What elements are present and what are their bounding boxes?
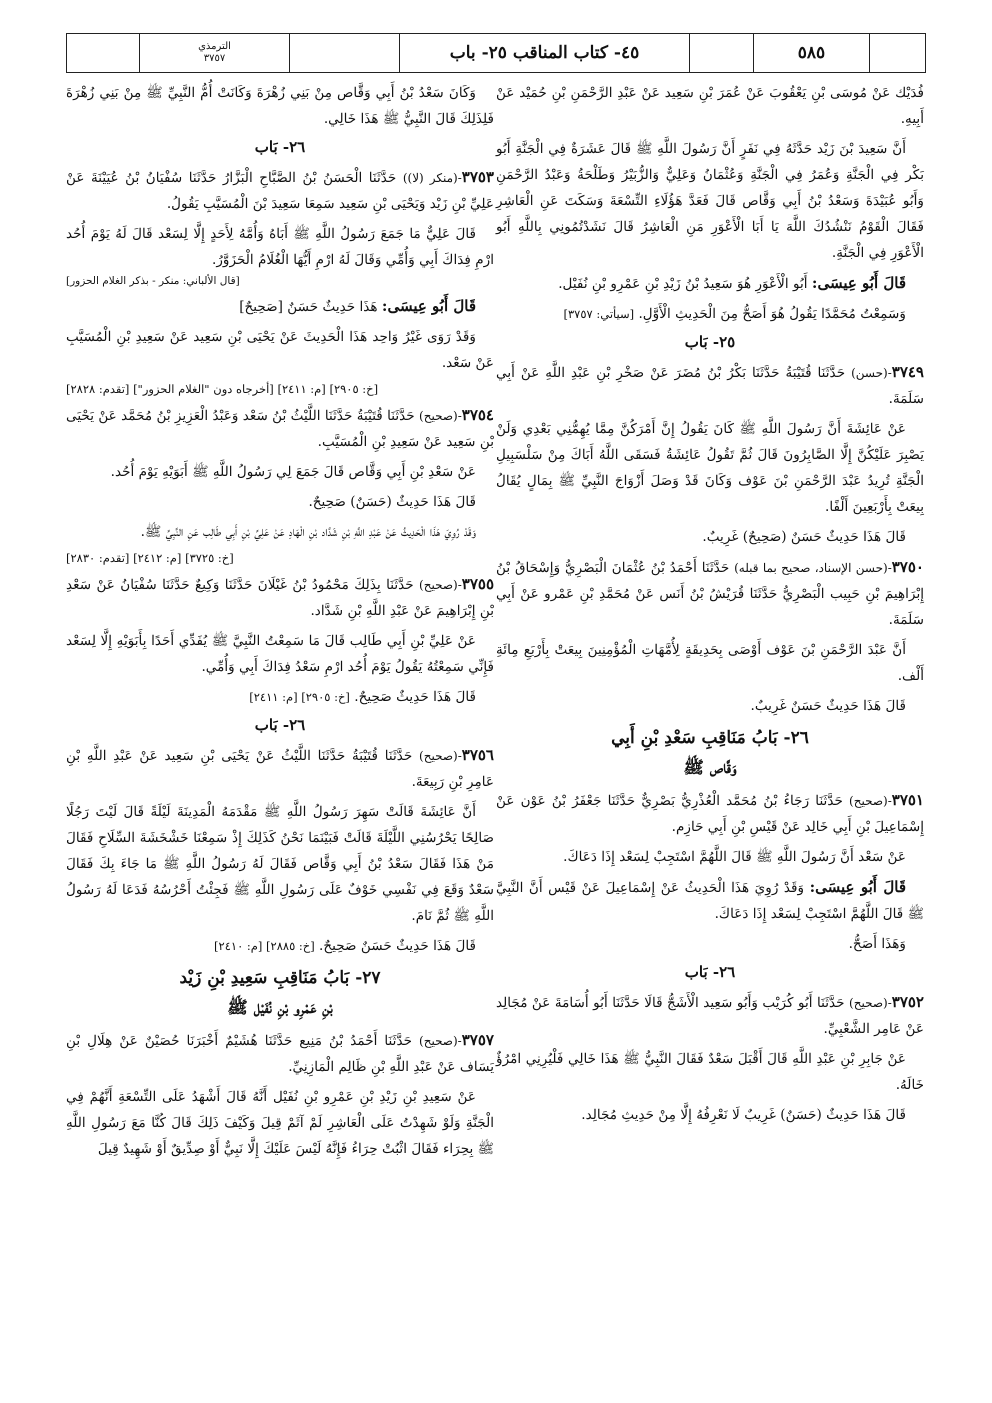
hadith-3749 xyxy=(496,359,924,550)
hadith-number: ٣٧٥١ xyxy=(891,791,924,809)
section-heading: ٢٦- بَاب xyxy=(254,138,306,156)
chapter-heading-line: بْنِ عَمْرِو بْنِ نُفَيْل ﷺ xyxy=(227,998,333,1018)
isnad-text: حَدَّثَنَا قُتَيْبَةُ حَدَّثَنَا بَكْرُ بْنُ مُضَرَ عَنْ صَخْرِ بْنِ عَبْدِ اللَّهِ عَنْ أَبِي سَلَمَةَ. xyxy=(496,365,924,407)
hadith-grade: -(منكر (لا)) xyxy=(402,171,462,185)
isnad-text: حَدَّثَنَا أَبُو كُرَيْب وَأَبُو سَعِيد الْأَشَجُّ قَالَا حَدَّثَنَا أَبُو أُسَامَةَ عَنْ مُجَالِد عَنْ عَامِر الشَّعْبِيِّ. xyxy=(496,995,924,1037)
hadith-isnad xyxy=(496,989,924,1042)
abu-isa-comment xyxy=(66,293,494,320)
hadith-number: ٣٧٥٧ xyxy=(461,1031,494,1049)
isnad-text: حَدَّثَنَا الْحَسَنُ بْنُ الصَّبَّاحِ الْبَزَّارُ حَدَّثَنَا سُفْيَانُ بْنُ عُيَيْنَةَ عَنْ عَلِيِّ بْنِ زَيْد وَيَحْيَى بْنِ سَعِيد سَمِعَا سَعِيدَ بْنَ الْمُسَيَّبِ يَقُولُ. xyxy=(66,170,494,212)
hadith-number: ٣٧٥٢ xyxy=(891,993,924,1011)
paragraph xyxy=(496,301,924,327)
hadith-isnad xyxy=(66,742,494,795)
page-header xyxy=(66,33,926,73)
section-heading: ٢٦- بَاب xyxy=(254,716,306,734)
comment-text: أَبُو الْأَعْوَرِ هُوَ سَعِيدُ بْنُ زَيْدِ بْنِ عَمْرِو بْنِ نُفَيْل. xyxy=(558,276,808,292)
hadith-3753 xyxy=(66,164,494,398)
hadith-grade: -(صحيح) xyxy=(419,578,462,592)
cross-reference: [خ: ٢٩٠٥] [م: ٢٤١١] [أخرجاه دون "الغلام الحزور"] [تقدم: ٢٨٢٨] xyxy=(66,382,379,396)
chapter-heading-line: ٢٧- بَابُ مَنَاقِبِ سَعِيدِ بْنِ زَيْد xyxy=(179,968,381,988)
hadith-grade: -(صحيح) xyxy=(419,1034,462,1048)
source-number: ٣٧٥٧ xyxy=(203,53,226,64)
source-reference xyxy=(139,34,289,72)
hadith-matn: عَنْ سَعِيدِ بْنِ زَيْدِ بْنِ عَمْرِو بْنِ نُفَيْل أَنَّهُ قَالَ أَشْهَدُ عَلَى التِّسْعَةِ أَنَّهُمْ فِي الْجَنَّةِ وَلَوْ شَهِدْتُ عَلَى الْعَاشِرِ لَمْ آثَمْ قِيلَ وَكَيْفَ ذَلِكَ قَالَ كُنَّا مَعَ رَسُولِ اللَّهِ ﷺ بِحِرَاء فَقَالَ اثْبُتْ حِرَاءُ فَإِنَّهُ لَيْسَ عَلَيْكَ إِلَّا نَبِيٌّ أَوْ صِدِّيقٌ أَوْ شَهِيدٌ قِيلَ xyxy=(66,1089,494,1157)
hadith-ruling: قَالَ هَذَا حَدِيثٌ (حَسَنٌ) غَرِيبٌ لَا نَعْرِفُهُ إِلَّا مِنْ حَدِيثِ مُجَالِد. xyxy=(581,1107,906,1123)
paragraph: وَقَدْ رَوَى غَيْرُ وَاحِد هَذَا الْحَدِيثَ عَنْ يَحْيَى بْنِ سَعِيد عَنْ سَعِيدِ بْنِ الْمُسَيَّبِ عَنْ سَعْد. xyxy=(66,329,494,371)
hadith-number: ٣٧٥٣ xyxy=(461,168,494,186)
hadith-number: ٣٧٥٤ xyxy=(461,406,494,424)
hadith-matn: عَنْ جَابِرِ بْنِ عَبْدِ اللَّهِ قَالَ أَقْبَلَ سَعْدٌ فَقَالَ النَّبِيُّ ﷺ هَذَا خَالِي فَلْيُرِنِي امْرُؤٌ خَالَهُ. xyxy=(496,1051,924,1093)
hadith-ruling: قَالَ هَذَا حَدِيثٌ حَسَنٌ غَرِيبٌ. xyxy=(750,698,906,714)
chapter-heading-line: وَقَّاص ﷺ xyxy=(683,758,737,778)
hadith-3755 xyxy=(66,571,494,710)
hadith-matn: عَنْ سَعْد أَنَّ رَسُولَ اللَّهِ ﷺ قَالَ اللَّهُمَّ اسْتَجِبْ لِسَعْد إِذَا دَعَاكَ. xyxy=(563,849,906,865)
section-heading: ٢٥- بَاب xyxy=(684,333,736,351)
hadith-isnad xyxy=(496,554,924,633)
hadith-isnad xyxy=(66,402,494,455)
paragraph: وَكَانَ سَعْدُ بْنُ أَبِي وَقَّاص مِنْ بَنِي زُهْرَةَ وَكَانَتْ أُمُّ النَّبِيِّ ﷺ مِنْ بَنِي زُهْرَةَ فَلِذَلِكَ قَالَ النَّبِيُّ ﷺ هَذَا خَالِي. xyxy=(66,85,494,127)
hadith-ruling xyxy=(66,684,494,710)
isnad-text: حَدَّثَنَا أَحْمَدُ بْنُ عُثْمَانَ الْبَصْرِيُّ وَإِسْحَاقُ بْنُ إِبْرَاهِيمَ بْنِ حَبِيب الْبَصْرِيُّ حَدَّثَنَا قُرَيْشُ بْنُ أَنَس عَنْ مُحَمَّدِ بْنِ عَمْرو عَنْ أَبِي سَلَمَةَ. xyxy=(496,560,924,628)
isnad-text: حَدَّثَنَا أَحْمَدُ بْنُ مَنِيع حَدَّثَنَا هُشَيْمٌ أَخْبَرَنَا حُصَيْنٌ عَنْ هِلَالِ بْنِ يَسَاف عَنْ عَبْدِ اللَّهِ بْنِ ظَالِم الْمَازِنِيِّ. xyxy=(66,1033,494,1075)
isnad-text: حَدَّثَنَا قُتَيْبَةُ حَدَّثَنَا اللَّيْثُ بْنُ سَعْد وَعَبْدُ الْعَزِيزِ بْنُ مُحَمَّد عَنْ يَحْيَى بْنِ سَعِيد عَنْ سَعِيدِ بْنِ الْمُسَيَّبِ. xyxy=(66,408,494,450)
hadith-ruling: هَذَا حَدِيثٌ حَسَنٌ [صَحِيحٌ] xyxy=(239,299,378,315)
hadith-number: ٣٧٤٩ xyxy=(891,363,924,381)
albani-note: [قال الألباني: منكر - بذكر الغلام الحزور] xyxy=(66,275,240,287)
hadith-ruling xyxy=(66,933,494,959)
abu-isa-label: قَالَ أَبُو عِيسَى: xyxy=(809,878,906,896)
hadith-number: ٣٧٥٦ xyxy=(461,746,494,764)
page-number: ٥٨٥ xyxy=(753,34,869,72)
chapter-heading-line: ٢٦- بَابُ مَنَاقِبِ سَعْدِ بْنِ أَبِي xyxy=(611,728,809,748)
hadith-isnad xyxy=(66,164,494,217)
isnad-text: حَدَّثَنَا قُتَيْبَةُ حَدَّثَنَا اللَّيْثُ عَنْ يَحْيَى بْنِ سَعِيد عَنْ عَبْدِ اللَّهِ بْنِ عَامِرِ بْنِ رَبِيعَةَ. xyxy=(66,748,494,790)
header-blank-cell xyxy=(67,34,139,72)
hadith-grade: -(صحيح) xyxy=(419,749,462,763)
hadith-grade: -(حسن) xyxy=(851,366,892,380)
paragraph: أَنَّ سَعِيدَ بْنَ زَيْد حَدَّثَهُ فِي نَفَرٍ أَنَّ رَسُولَ اللَّهِ ﷺ قَالَ عَشَرَةٌ فِي الْجَنَّةِ أَبُو بَكْر فِي الْجَنَّةِ وَعُمَرُ فِي الْجَنَّةِ وَعُثْمَانُ وَعَلِيٌّ وَالزُّبَيْرُ وَطَلْحَةُ وَعَبْدُ الرَّحْمَنِ وَأَبُو عُبَيْدَةَ وَسَعْدُ بْنُ أَبِي وَقَّاص قَالَ فَعَدَّ هَؤُلَاءِ التِّسْعَةَ وَسَكَتَ عَنِ الْعَاشِرِ فَقَالَ الْقَوْمُ نَنْشُدُكَ اللَّهَ يَا أَبَا الْأَعْوَرِ مَنِ الْعَاشِرُ قَالَ نَشَدْتُمُونِي بِاللَّهِ أَبُو الْأَعْوَرِ فِي الْجَنَّةِ. xyxy=(496,141,924,261)
abu-isa-label: قَالَ أَبُو عِيسَى: xyxy=(811,274,906,292)
hadith-matn: عَنْ سَعْدِ بْنِ أَبِي وَقَّاص قَالَ جَمَعَ لِي رَسُولُ اللَّهِ ﷺ أَبَوَيْهِ يَوْمَ أُحُد. xyxy=(110,464,476,480)
ruling-text: قَالَ هَذَا حَدِيثٌ صَحِيحٌ. xyxy=(354,689,476,705)
hadith-matn: عَنْ عَائِشَةَ أَنَّ رَسُولَ اللَّهِ ﷺ كَانَ يَقُولُ إِنَّ أَمْرَكُنَّ مِمَّا يُهِمُّنِي بَعْدِي وَلَنْ يَصْبِرَ عَلَيْكُنَّ إِلَّا الصَّابِرُونَ قَالَ ثُمَّ تَقُولُ عَائِشَةُ فَسَقَى اللَّهُ أَبَاكَ مِنْ سَلْسَبِيلِ الْجَنَّةِ تُرِيدُ عَبْدَ الرَّحْمَنِ بْنَ عَوْف وَكَانَ قَدْ وَصَلَ أَزْوَاجَ النَّبِيِّ ﷺ بِمَالٍ يُقَالُ بِيعَتْ بِأَرْبَعِينَ أَلْفًا. xyxy=(496,421,924,515)
comment-text: وَسَمِعْتُ مُحَمَّدًا يَقُولُ هُوَ أَصَحُّ مِنَ الْحَدِيثِ الْأَوَّلِ. xyxy=(638,306,906,322)
abu-isa-label: قَالَ أَبُو عِيسَى: xyxy=(381,297,476,315)
ruling-text: قَالَ هَذَا حَدِيثٌ حَسَنٌ صَحِيحٌ. xyxy=(319,938,476,954)
source-name: الترمذي xyxy=(198,41,231,52)
hadith-matn: أَنَّ عَبْدَ الرَّحْمَنِ بْنَ عَوْف أَوْصَى بِحَدِيقَةٍ لِأُمَّهَاتِ الْمُؤْمِنِينَ بِيعَتْ بِأَرْبَعِ مِائَةِ أَلْف. xyxy=(496,642,924,684)
page-title: ٤٥- كتاب المناقب ٢٥- باب xyxy=(399,34,689,72)
hadith-ruling: قَالَ هَذَا حَدِيثٌ (حَسَنٌ) صَحِيحٌ. xyxy=(308,494,476,510)
cross-reference: [خ: ٢٨٨٥] [م: ٢٤١٠] xyxy=(214,939,315,953)
right-column xyxy=(496,80,924,1132)
left-column xyxy=(66,80,494,1166)
hadith-grade: -(حسن الإسناد، صحيح بما قبله) xyxy=(734,561,892,575)
hadith-3751 xyxy=(496,787,924,957)
hadith-grade: -(صحيح) xyxy=(419,409,462,423)
hadith-matn: قَالَ عَلِيٌّ مَا جَمَعَ رَسُولُ اللَّهِ ﷺ أَبَاهُ وَأُمَّهُ لِأَحَدٍ إِلَّا لِسَعْد قَالَ لَهُ يَوْمَ أُحُد ارْمِ فِدَاكَ أَبِي وَأُمِّي وَقَالَ لَهُ ارْمِ أَيُّهَا الْغُلَامُ الْحَزَوَّرُ. xyxy=(66,226,494,268)
hadith-number: ٣٧٥٠ xyxy=(891,558,924,576)
hadith-3754 xyxy=(66,402,494,567)
header-blank-cell xyxy=(689,34,753,72)
hadith-3750 xyxy=(496,554,924,719)
hadith-3756 xyxy=(66,742,494,959)
abu-isa-comment xyxy=(496,874,924,927)
hadith-number: ٣٧٥٥ xyxy=(461,575,495,593)
hadith-3757 xyxy=(66,1027,494,1162)
cross-reference: [سيأتي: ٣٧٥٧] xyxy=(563,307,635,321)
paragraph: وَقَدْ رُوِيَ هَذَا الْحَدِيثُ عَنْ عَبْدِ اللَّهِ بْنِ شَدَّاد بْنِ الْهَادِ عَنْ عَلِيِّ بْنِ أَبِي طَالِب عَنِ النَّبِيِّ ﷺ. xyxy=(140,524,476,540)
hadith-grade: -(صحيح) xyxy=(849,794,892,808)
paragraph: وَهَذَا أَصَحُّ. xyxy=(848,936,906,952)
section-heading: ٢٦- بَاب xyxy=(684,963,736,981)
cross-reference: [خ: ٣٧٢٥] [م: ٢٤١٢] [تقدم: ٢٨٣٠] xyxy=(66,551,234,565)
hadith-isnad xyxy=(496,359,924,412)
header-blank-cell xyxy=(289,34,399,72)
isnad-text: حَدَّثَنَا رَجَاءُ بْنُ مُحَمَّد الْعُذْرِيُّ بَصْرِيٌّ حَدَّثَنَا جَعْفَرُ بْنُ عَوْن عَنْ إِسْمَاعِيلَ بْنِ أَبِي خَالِد عَنْ قَيْسِ بْنِ أَبِي حَازِم. xyxy=(496,793,924,835)
paragraph: فُدَيْك عَنْ مُوسَى بْنِ يَعْقُوبَ عَنْ عُمَرَ بْنِ سَعِيد عَنْ عَبْدِ الرَّحْمَنِ بْنِ حُمَيْد عَنْ أَبِيهِ. xyxy=(496,85,924,127)
hadith-grade: -(صحيح) xyxy=(849,996,892,1010)
hadith-isnad xyxy=(66,1027,494,1080)
hadith-isnad xyxy=(66,571,494,624)
isnad-text: حَدَّثَنَا بِذَلِكَ مَحْمُودُ بْنُ غَيْلَانَ حَدَّثَنَا وَكِيعٌ حَدَّثَنَا سُفْيَانُ عَنْ سَعْدِ بْنِ إِبْرَاهِيمَ عَنْ عَبْدِ اللَّهِ بْنِ شَدَّاد. xyxy=(66,577,494,619)
hadith-ruling: قَالَ هَذَا حَدِيثٌ حَسَنٌ (صَحِيحٌ) غَرِيبٌ. xyxy=(702,529,906,545)
chapter-heading xyxy=(66,963,494,1023)
hadith-matn: أَنَّ عَائِشَةَ قَالَتْ سَهِرَ رَسُولُ اللَّهِ ﷺ مَقْدَمَهُ الْمَدِينَةَ لَيْلَةً قَالَ لَيْتَ رَجُلًا صَالِحًا يَحْرُسُنِي اللَّيْلَةَ قَالَتْ فَبَيْنَمَا نَحْنُ كَذَلِكَ إِذْ سَمِعْنَا خَشْخَشَةَ السِّلَاحِ فَقَالَ مَنْ هَذَا فَقَالَ سَعْدُ بْنُ أَبِي وَقَّاص فَقَالَ لَهُ رَسُولُ اللَّهِ ﷺ مَا جَاءَ بِكَ فَقَالَ سَعْدٌ وَقَعَ فِي نَفْسِي خَوْفٌ عَلَى رَسُولِ اللَّهِ ﷺ فَجِئْتُ أَحْرُسُهُ فَدَعَا لَهُ رَسُولُ اللَّهِ ﷺ ثُمَّ نَامَ. xyxy=(66,804,494,924)
abu-isa-comment xyxy=(496,270,924,297)
chapter-heading xyxy=(496,723,924,783)
hadith-matn: عَنْ عَلِيِّ بْنِ أَبِي طَالِب قَالَ مَا سَمِعْتُ النَّبِيَّ ﷺ يُفَدِّي أَحَدًا بِأَبَوَيْهِ إِلَّا لِسَعْد فَإِنِّي سَمِعْتُهُ يَقُولُ يَوْمَ أُحُد ارْمِ سَعْدُ فِدَاكَ أَبِي وَأُمِّي. xyxy=(66,633,494,675)
hadith-3752 xyxy=(496,989,924,1128)
cross-reference: [خ: ٢٩٠٥] [م: ٢٤١١] xyxy=(249,690,350,704)
hadith-isnad xyxy=(496,787,924,840)
header-blank-cell xyxy=(869,34,925,72)
comment-text: وَقَدْ رُوِيَ هَذَا الْحَدِيثُ عَنْ إِسْمَاعِيلَ عَنْ قَيْس أَنَّ النَّبِيَّ ﷺ قَالَ اللَّهُمَّ اسْتَجِبْ لِسَعْد إِذَا دَعَاكَ. xyxy=(496,880,924,922)
